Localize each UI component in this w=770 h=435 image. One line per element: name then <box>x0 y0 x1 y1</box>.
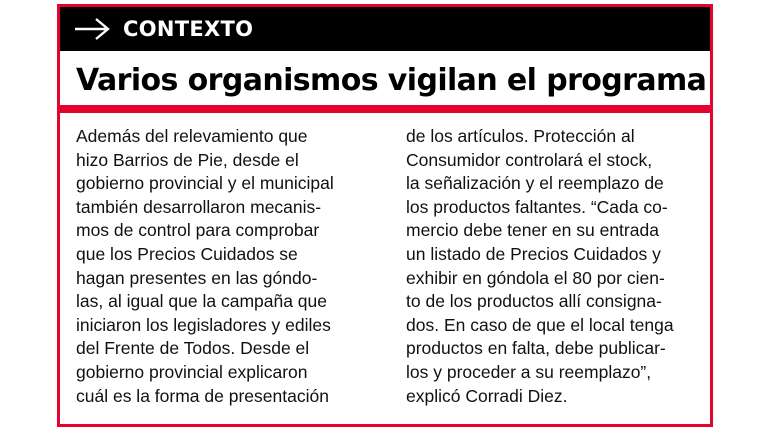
text-line: hizo Barrios de Pie, desde el <box>76 149 299 170</box>
text-line: gobierno provincial y el municipal <box>76 173 334 194</box>
section-header <box>60 7 710 51</box>
text-line: gobierno provincial explicaron <box>76 361 308 382</box>
text-line: las, al igual que la campaña que <box>76 291 328 312</box>
arrow-right-icon <box>73 17 113 41</box>
text-line: cuál es la forma de presentación <box>76 385 329 406</box>
article-column-right <box>406 125 674 408</box>
text-line: también desarrollaron mecanis- <box>76 196 322 217</box>
red-divider <box>60 105 710 113</box>
text-line: que los Precios Cuidados se <box>76 243 298 264</box>
text-line: iniciaron los legisladores y ediles <box>76 314 331 335</box>
text-line: de los artículos. Protección al <box>406 126 635 146</box>
text-line: mos de control para comprobar <box>76 220 320 241</box>
text-line: to de los productos allí consigna- <box>406 291 662 312</box>
text-line: los productos faltantes. “Cada co- <box>406 196 668 217</box>
context-box <box>57 4 713 427</box>
text-line: Consumidor controlará el stock, <box>406 149 653 170</box>
text-line: exhibir en góndola el 80 por cien- <box>406 267 665 288</box>
text-line: la señalización y el reemplazo de <box>406 173 664 194</box>
text-line: hagan presentes en las góndo- <box>76 267 318 288</box>
headline: Varios organismos vigilan el programa <box>76 63 707 98</box>
text-line: un listado de Precios Cuidados y <box>406 243 661 264</box>
section-kicker: CONTEXTO <box>123 17 254 41</box>
text-line: dos. En caso de que el local tenga <box>406 314 674 335</box>
article-column-left <box>76 125 334 408</box>
text-line: los y proceder a su reemplazo”, <box>406 361 652 382</box>
text-line: explicó Corradi Diez. <box>406 385 568 406</box>
text-line: mercio debe tener en su entrada <box>406 220 659 241</box>
text-line: del Frente de Todos. Desde el <box>76 338 310 359</box>
text-line: productos en falta, debe publicar- <box>406 338 666 359</box>
text-line: Además del relevamiento que <box>76 126 308 146</box>
